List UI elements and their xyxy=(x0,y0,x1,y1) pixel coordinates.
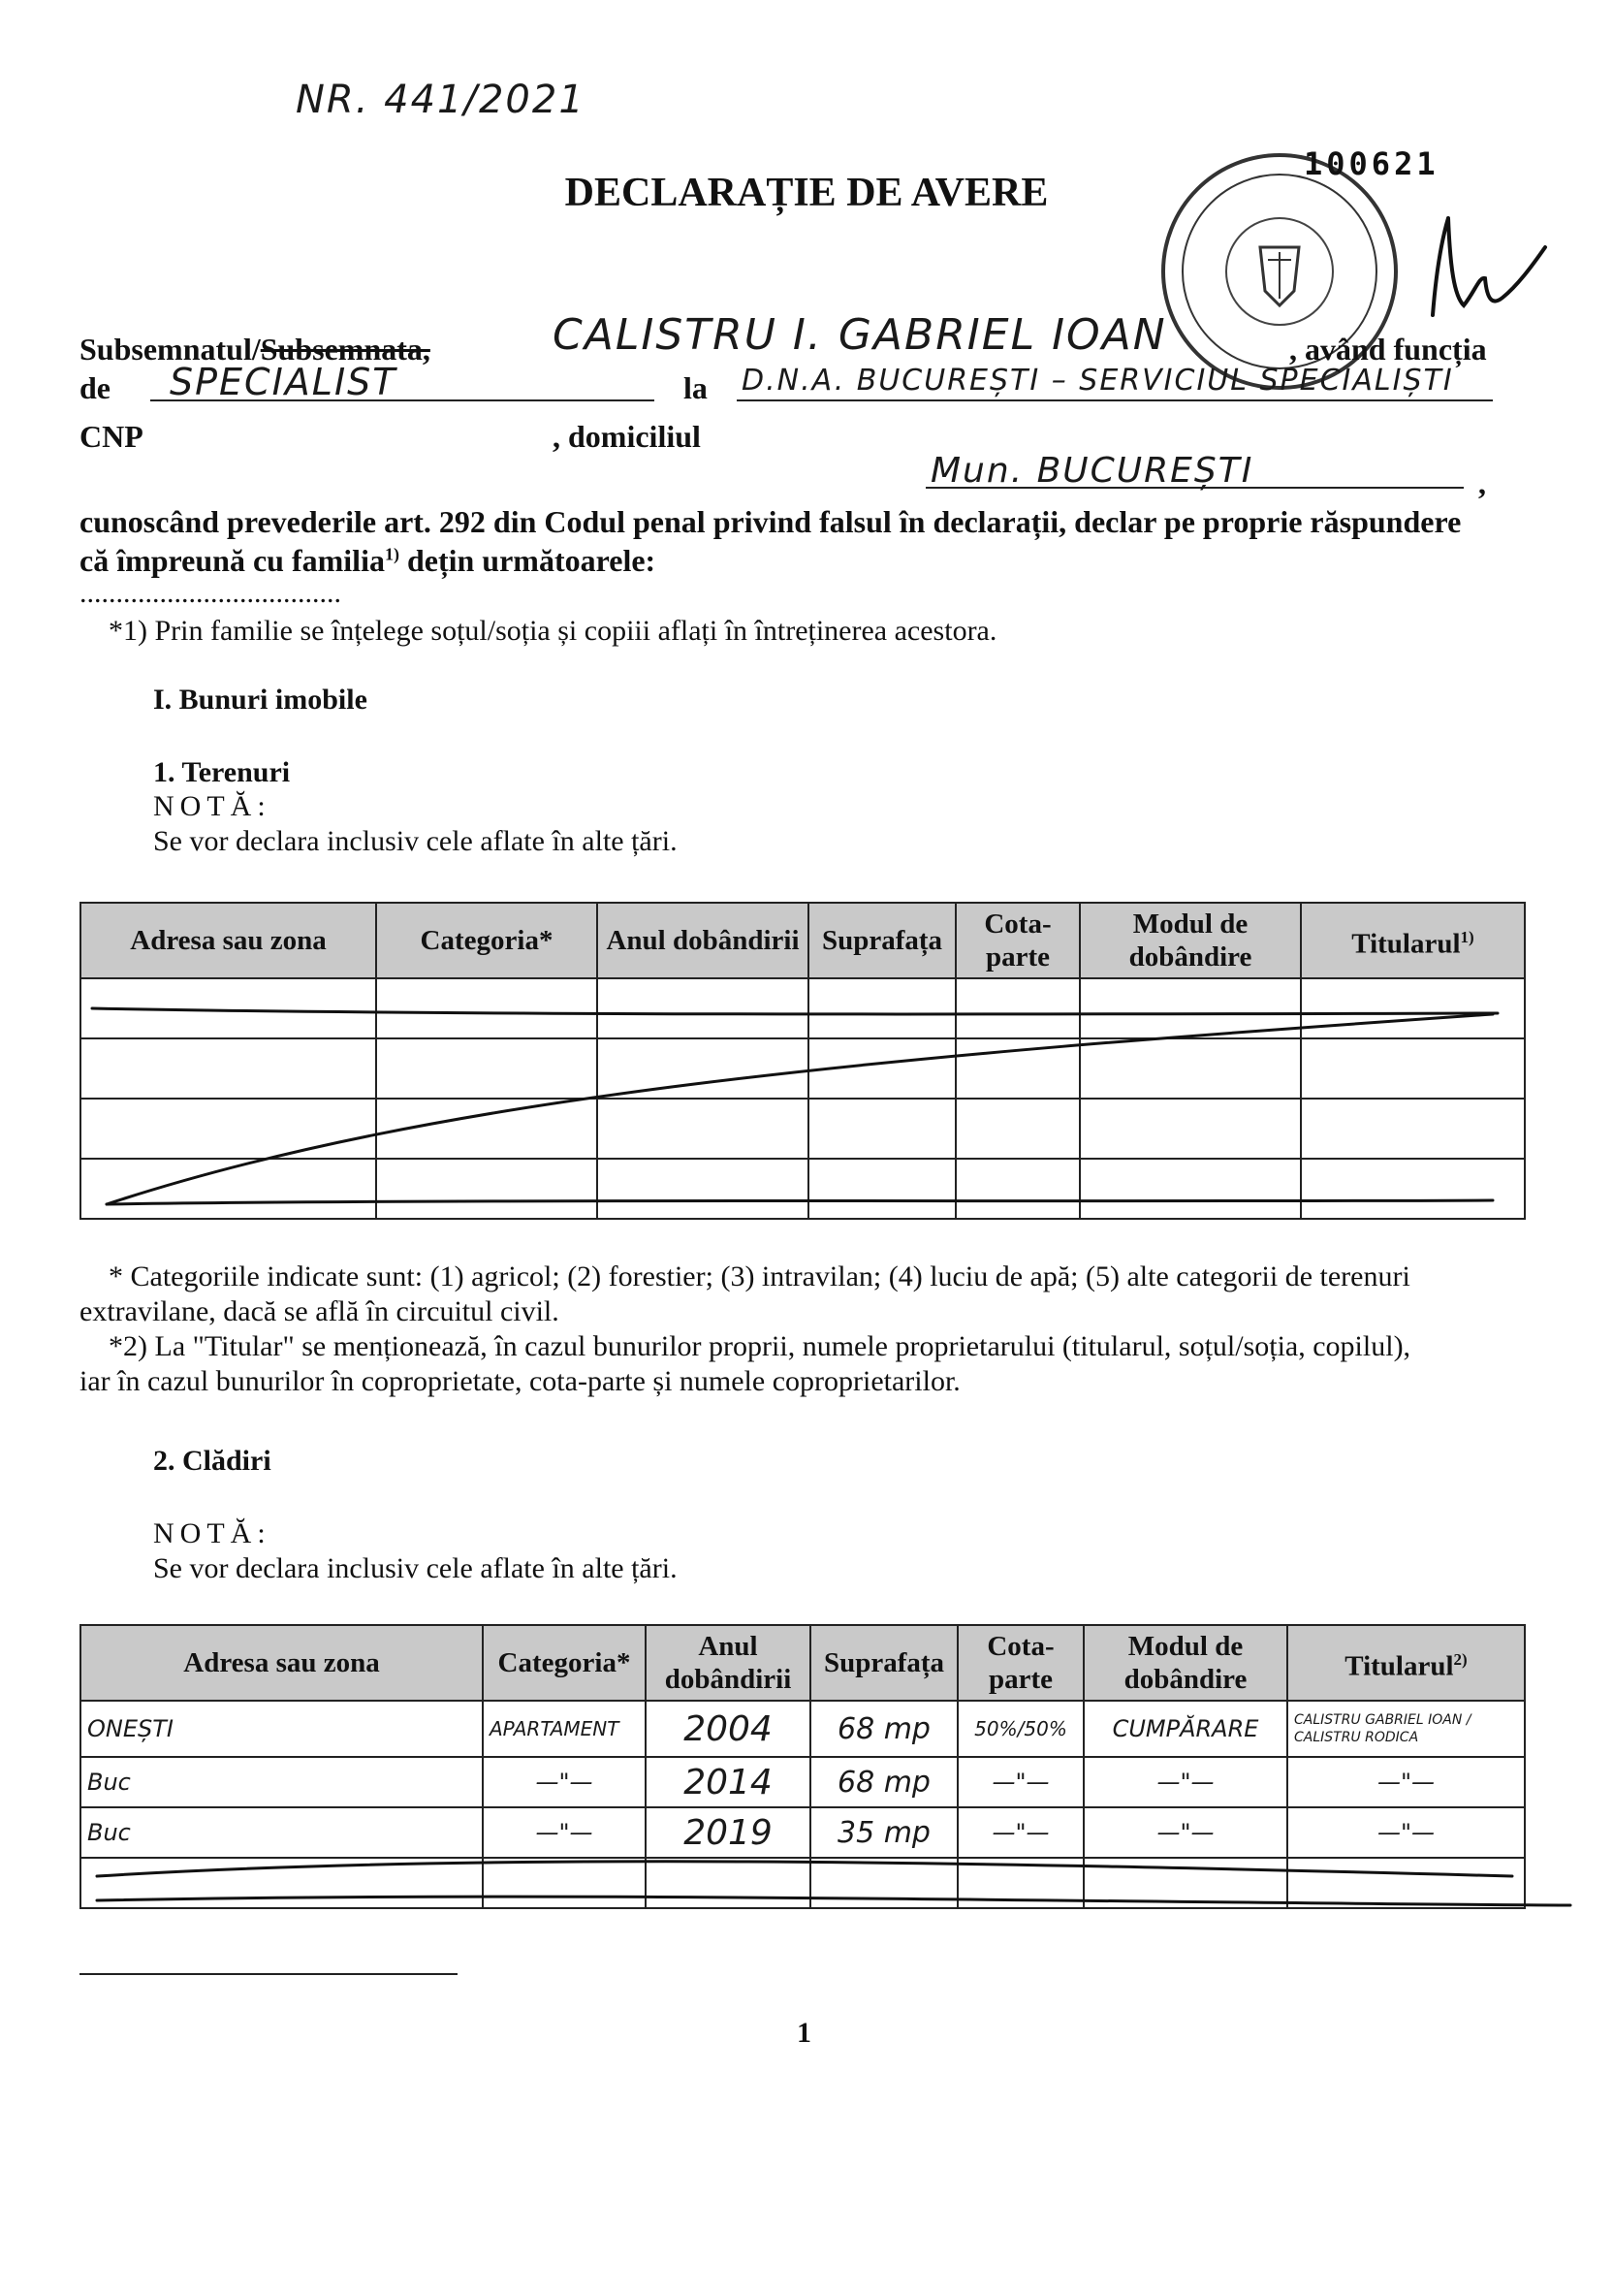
registration-number: NR. 441/2021 xyxy=(296,78,585,122)
statement-line-1: cunoscând prevederile art. 292 din Codul penal privind falsul în declarații, declar pe proprie răspundere xyxy=(79,504,1462,539)
note-titular-1: *2) La "Titular" se menționează, în cazul bunurilor proprii, numele proprietarului (titularul, soțul/soția, copilul), xyxy=(109,1330,1411,1362)
col-cota: Cota-parte xyxy=(958,1625,1084,1701)
col-adresa: Adresa sau zona xyxy=(80,1625,483,1701)
col-modul: Modul de dobândire xyxy=(1084,1625,1287,1701)
label-subsemnatul: Subsemnatul/Subsemnata, xyxy=(79,332,430,367)
statement-line-2: că împreună cu familia$^{1)}$ dețin următoarele: xyxy=(79,543,656,578)
domicile-comma: , xyxy=(1478,465,1486,500)
col-categoria: Categoria* xyxy=(483,1625,646,1701)
col-titular: Titularul$^{2)}$ xyxy=(1287,1625,1525,1701)
dots-line: .................................... xyxy=(79,577,341,609)
label-de: de xyxy=(79,370,111,405)
col-modul: Modul de dobândire xyxy=(1080,903,1301,978)
note-categories-2: extravilane, dacă se află în circuitul civil. xyxy=(79,1295,559,1327)
col-adresa: Adresa sau zona xyxy=(80,903,376,978)
nota-text-2: Se vor declara inclusiv cele aflate în alte țări. xyxy=(153,1552,678,1584)
col-suprafata: Suprafața xyxy=(808,903,956,978)
col-anul: Anul dobândirii xyxy=(646,1625,810,1701)
label-subsemnata-struck: Subsemnata, xyxy=(260,332,430,367)
note-titular-2: iar în cazul bunurilor în coproprietate, cota-parte și numele coproprietarilor. xyxy=(79,1365,961,1397)
table-row: ONEȘTI APARTAMENT 2004 68 mp 50%/50% CUMPĂRARE CALISTRU GABRIEL IOAN / CALISTRU RODICA xyxy=(80,1701,1525,1757)
footnote-family: *1) Prin familie se înțelege soțul/soția și copiii aflați în întreținerea acestora. xyxy=(109,615,997,647)
col-cota: Cota-parte xyxy=(956,903,1080,978)
col-categoria: Categoria* xyxy=(376,903,597,978)
page-number: 1 xyxy=(797,2017,811,2049)
subsection-cladiri: 2. Clădiri xyxy=(153,1445,271,1477)
label-domiciliul: , domiciliul xyxy=(553,419,701,454)
nota-label-1: NOTĂ: xyxy=(153,790,271,822)
stamp-number: 100621 xyxy=(1304,145,1439,182)
institution-value: D.N.A. BUCUREȘTI – SERVICIUL SPECIALIȘTI xyxy=(742,364,1454,398)
label-avand-functia: , având funcția xyxy=(1289,332,1487,367)
section-heading-imobile: I. Bunuri imobile xyxy=(153,684,367,716)
label-la: la xyxy=(683,370,708,405)
table-row: Buc —"— 2019 35 mp —"— —"— —"— xyxy=(80,1807,1525,1858)
subsection-terenuri: 1. Terenuri xyxy=(153,756,291,788)
function-value: SPECIALIST xyxy=(170,361,397,403)
table-row: Buc —"— 2014 68 mp —"— —"— —"— xyxy=(80,1757,1525,1807)
nota-text-1: Se vor declara inclusiv cele aflate în alte țări. xyxy=(153,825,678,857)
document-title: DECLARAȚIE DE AVERE xyxy=(564,171,1049,215)
col-titular: Titularul$^{1)}$ xyxy=(1301,903,1525,978)
nota-label-2: NOTĂ: xyxy=(153,1517,271,1549)
col-suprafata: Suprafața xyxy=(810,1625,958,1701)
declarant-name: CALISTRU I. GABRIEL IOAN xyxy=(553,310,1167,360)
domicile-value: Mun. BUCUREȘTI xyxy=(931,451,1254,491)
col-anul: Anul dobândirii xyxy=(597,903,808,978)
note-categories-1: * Categoriile indicate sunt: (1) agricol; (2) forestier; (3) intravilan; (4) luciu de apă; (5) alte categorii de terenuri xyxy=(109,1260,1410,1292)
label-cnp: CNP xyxy=(79,419,143,454)
